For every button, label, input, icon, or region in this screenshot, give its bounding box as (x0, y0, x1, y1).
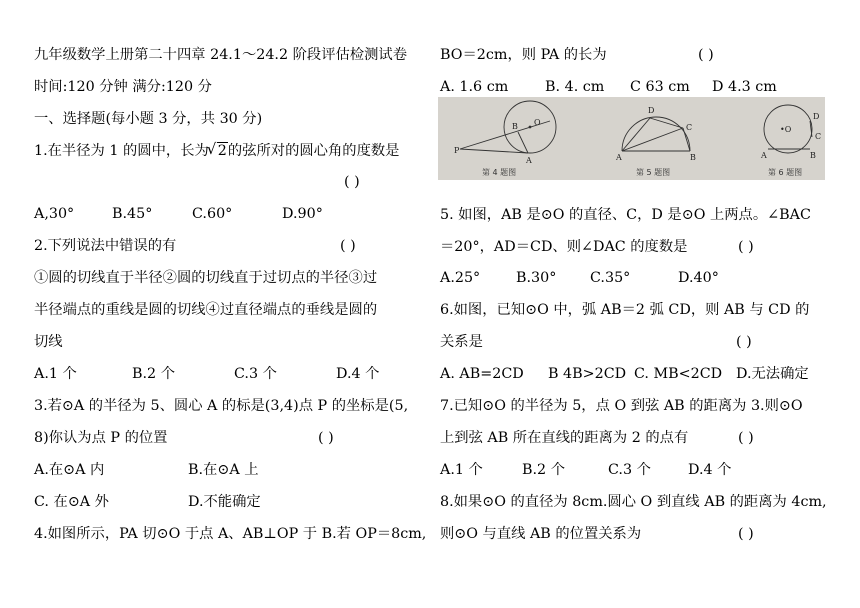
option: A.1 个 (440, 462, 483, 478)
geometry-figures-svg (438, 97, 825, 180)
q1-options (34, 204, 424, 224)
segment-ab (518, 132, 528, 153)
option: B.在⊙A 上 (188, 462, 259, 478)
question-8-cont: 则⊙O 与直线 AB 的位置关系为 (440, 526, 642, 542)
q3-options-row2 (34, 492, 424, 512)
option: D.无法确定 (736, 366, 809, 382)
question-6-cont: 关系是 (440, 334, 483, 350)
option: D 4.3 cm (712, 79, 777, 95)
q3-answer-paren: ( ) (318, 430, 334, 446)
section-heading: 一、选择题(每小题 3 分，共 30 分) (34, 111, 263, 127)
q2-statement: ①圆的切线直于半径②圆的切线直于过切点的半径③过 (34, 270, 378, 286)
sqrt-symbol: √ 2 (209, 141, 228, 161)
fig5-label: C (686, 123, 693, 132)
fig5-label: D (648, 106, 655, 115)
option: B.45° (112, 206, 153, 222)
option: C.3 个 (234, 366, 277, 382)
option: C.35° (590, 270, 631, 286)
option: C.60° (192, 206, 233, 222)
option: A.在⊙A 内 (34, 462, 105, 478)
question-4: 4.如图所示，PA 切⊙O 于点 A、AB⊥OP 于 B.若 OP＝8cm, (34, 526, 427, 542)
option: B.30° (516, 270, 557, 286)
option: D.4 个 (688, 462, 732, 478)
option: D.4 个 (336, 366, 380, 382)
question-4-cont: BO＝2cm，则 PA 的长为 (440, 47, 607, 63)
option: B. 4. cm (545, 79, 605, 95)
q3-options-row1 (34, 460, 424, 480)
option: A. AB=2CD (440, 366, 524, 382)
q1-answer-paren: ( ) (344, 174, 360, 190)
question-1: 1.在半径为 1 的圆中，长为√ 2的弦所对的圆心角的度数是 (34, 141, 399, 161)
figure-caption: 第 6 题图 (768, 168, 803, 177)
option: B.2 个 (522, 462, 565, 478)
option: D.40° (678, 270, 719, 286)
chord-dc (650, 118, 683, 128)
q5-options (440, 268, 840, 288)
center-dot (529, 126, 532, 129)
option: C. MB<2CD (634, 366, 723, 382)
fig5-label: A (616, 153, 622, 162)
semicircle (622, 117, 693, 151)
figure-4 (460, 101, 556, 153)
option: A. 1.6 cm (440, 79, 509, 95)
option: A.1 个 (34, 366, 77, 382)
q2-answer-paren: ( ) (340, 238, 356, 254)
figure-caption: 第 5 题图 (636, 168, 671, 177)
fig6-label: D (813, 112, 820, 121)
question-7-cont: 上到弦 AB 所在直线的距离为 2 的点有 (440, 430, 689, 446)
question-6: 6.如图，已知⊙O 中，弧 AB＝2 弧 CD，则 AB 与 CD 的 (440, 302, 810, 318)
option: A.25° (440, 270, 481, 286)
option: B 4B>2CD (548, 366, 627, 382)
option: D.90° (282, 206, 323, 222)
option: D.不能确定 (188, 494, 261, 510)
option: C.3 个 (608, 462, 651, 478)
exam-title: 九年级数学上册第二十四章 24.1～24.2 阶段评估检测试卷 (34, 47, 407, 63)
q2-statement: 切线 (34, 334, 63, 350)
q6-options (440, 364, 840, 384)
question-3: 3.若⊙A 的半径为 5、圆心 A 的标是(3,4)点 P 的坐标是(5, (34, 398, 409, 414)
figure-caption: 第 4 题图 (482, 168, 517, 177)
question-5: 5. 如图，AB 是⊙O 的直径、C，D 是⊙O 上两点。∠BAC (440, 207, 811, 223)
q8-answer-paren: ( ) (738, 526, 754, 542)
q6-answer-paren: ( ) (736, 334, 752, 350)
option: C 63 cm (630, 79, 690, 95)
q5-answer-paren: ( ) (738, 239, 754, 255)
option: B.2 个 (132, 366, 175, 382)
question-7: 7.已知⊙O 的半径为 5，点 O 到弦 AB 的距离为 3.则⊙O (440, 398, 803, 414)
fig6-label: •O (780, 125, 792, 134)
option: C. 在⊙A 外 (34, 494, 109, 510)
fig6-label: B (810, 151, 816, 160)
question-3-cont: 8)你认为点 P 的位置 (34, 430, 168, 446)
chord-ac (622, 128, 683, 151)
geometry-figures-photo (438, 97, 825, 180)
fig4-label: O (534, 118, 541, 127)
fig6-label: C (815, 132, 822, 141)
question-8: 8.如果⊙O 的直径为 8cm.圆心 O 到直线 AB 的距离为 4cm, (440, 494, 827, 510)
question-2: 2.下列说法中错误的有 (34, 238, 177, 254)
option: A,30° (34, 206, 75, 222)
fig6-label: A (761, 151, 767, 160)
q7-options (440, 460, 840, 480)
q2-statement: 半径端点的重线是圆的切线④过直径端点的垂线是圆的 (34, 302, 378, 318)
q2-options (34, 364, 424, 384)
fig4-label: B (512, 122, 518, 131)
fig5-label: B (690, 153, 696, 162)
question-5-cont: ＝20°，AD＝CD、则∠DAC 的度数是 (440, 239, 688, 255)
exam-meta: 时间:120 分钟 满分:120 分 (34, 79, 212, 95)
q7-answer-paren: ( ) (738, 430, 754, 446)
figure-5 (622, 117, 693, 151)
q4-answer-paren: ( ) (698, 47, 714, 63)
fig4-label: P (454, 146, 460, 155)
q4-options (440, 77, 840, 97)
fig4-label: A (526, 156, 532, 165)
